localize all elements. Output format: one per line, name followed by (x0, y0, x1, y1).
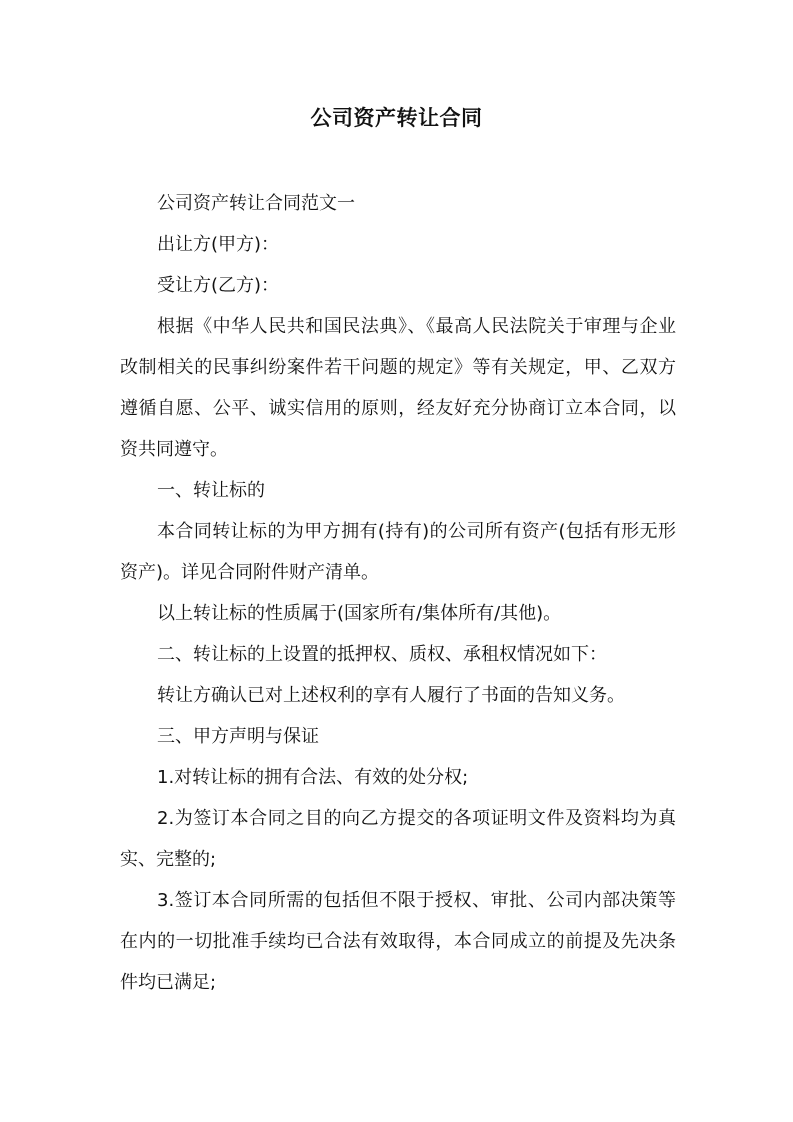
list-item-2: 2.为签订本合同之目的向乙方提交的各项证明文件及资料均为真实、完整的; (120, 808, 676, 870)
paragraph-subject-nature: 以上转让标的性质属于(国家所有/集体所有/其他)。 (157, 603, 562, 624)
list-item-1: 1.对转让标的拥有合法、有效的处分权; (157, 767, 469, 788)
paragraph-subtitle: 公司资产转让合同范文一 (157, 193, 355, 214)
paragraph-preamble: 根据《中华人民共和国民法典》、《最高人民法院关于审理与企业改制相关的民事纠纷案件若干问题的规定》等有关规定，甲、乙双方遵循自愿、公平、诚实信用的原则，经友好充分协商订立本合同，以资共同遵守。 (120, 316, 676, 460)
list-item-3: 3.签订本合同所需的包括但不限于授权、审批、公司内部决策等在内的一切批准手续均已合法有效取得，本合同成立的前提及先决条件均已满足; (120, 890, 676, 993)
paragraph-subject: 本合同转让标的为甲方拥有(持有)的公司所有资产(包括有形无形资产)。详见合同附件财产清单。 (120, 521, 676, 583)
section-heading-1: 一、转让标的 (157, 480, 265, 501)
paragraph-transferee: 受让方(乙方)： (157, 275, 280, 296)
document-title: 公司资产转让合同 (310, 106, 483, 130)
document-body (120, 183, 676, 1003)
section-heading-2: 二、转让标的上设置的抵押权、质权、承租权情况如下： (157, 644, 607, 665)
section-heading-3: 三、甲方声明与保证 (157, 726, 319, 747)
paragraph-transferor: 出让方(甲方)： (157, 234, 280, 255)
paragraph-notice-confirmation: 转让方确认已对上述权利的享有人履行了书面的告知义务。 (157, 685, 625, 706)
